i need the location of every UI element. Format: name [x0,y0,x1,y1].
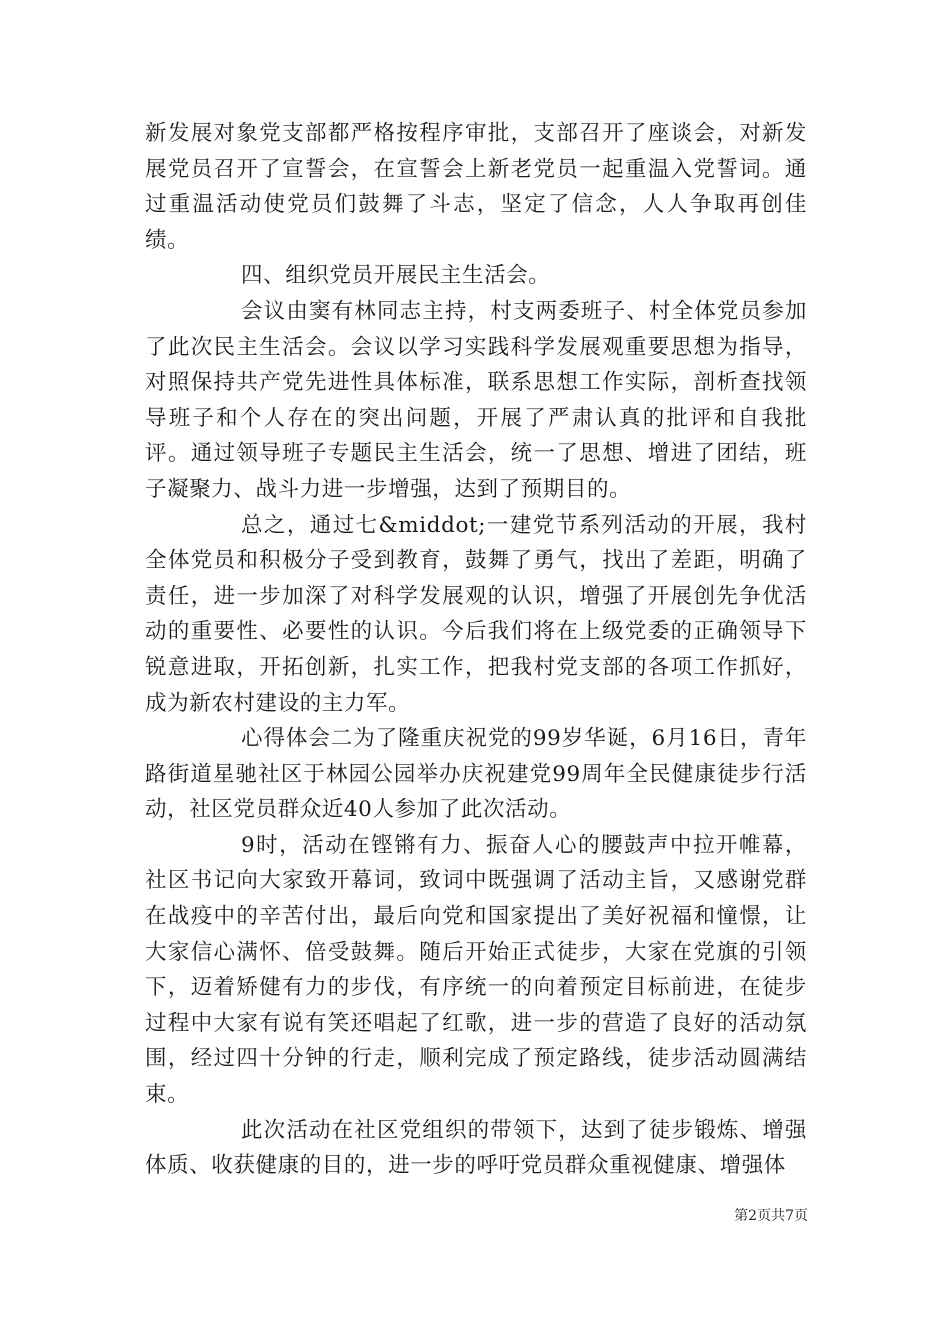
page-number: 第2页共7页 [734,1208,808,1224]
paragraph-summary: 总之，通过七&middot;一建党节系列活动的开展，我村全体党员和积极分子受到教育，鼓舞了勇气，找出了差距，明确了责任，进一步加深了对科学发展观的认识，增强了开展创先争优活动的重要性、必要性的认识。今后我们将在上级党委的正确领导下锐意进取，开拓创新，扎实工作，把我村党支部的各项工作抓好，成为新农村建设的主力军。 [145,512,807,716]
paragraph-continuation: 新发展对象党支部都严格按程序审批，支部召开了座谈会，对新发展党员召开了宣誓会，在宣誓会上新老党员一起重温入党誓词。通过重温活动使党员们鼓舞了斗志，坚定了信念，人人争取再创佳绩。 [145,121,807,253]
paragraph-meeting: 会议由窦有林同志主持，村支两委班子、村全体党员参加了此次民主生活会。会议以学习实践科学发展观重要思想为指导，对照保持共产党先进性具体标准，联系思想工作实际，剖析查找领导班子和个人存在的突出问题，开展了严肃认真的批评和自我批评。通过领导班子专题民主生活会，统一了思想、增进了团结，班子凝聚力、战斗力进一步增强，达到了预期目的。 [145,298,807,502]
paragraph-activity: 9时，活动在铿锵有力、振奋人心的腰鼓声中拉开帷幕，社区书记向大家致开幕词，致词中既强调了活动主旨，又感谢党群在战疫中的辛苦付出，最后向党和国家提出了美好祝福和憧憬，让大家信心满怀、倍受鼓舞。随后开始正式徒步，大家在党旗的引领下，迈着矫健有力的步伐，有序统一的向着预定目标前进，在徒步过程中大家有说有笑还唱起了红歌，进一步的营造了良好的活动氛围，经过四十分钟的行走，顺利完成了预定路线，徒步活动圆满结束。 [145,832,807,1108]
paragraph-experience-two: 心得体会二为了隆重庆祝党的99岁华诞，6月16日，青年路街道星驰社区于林园公园举办庆祝建党99周年全民健康徒步行活动，社区党员群众近40人参加了此次活动。 [145,726,807,823]
paragraph-closing: 此次活动在社区党组织的带领下，达到了徒步锻炼、增强体质、收获健康的目的，进一步的呼吁党员群众重视健康、增强体 [145,1117,807,1179]
section-heading: 四、组织党员开展民主生活会。 [241,263,551,289]
document-body [145,116,807,1184]
